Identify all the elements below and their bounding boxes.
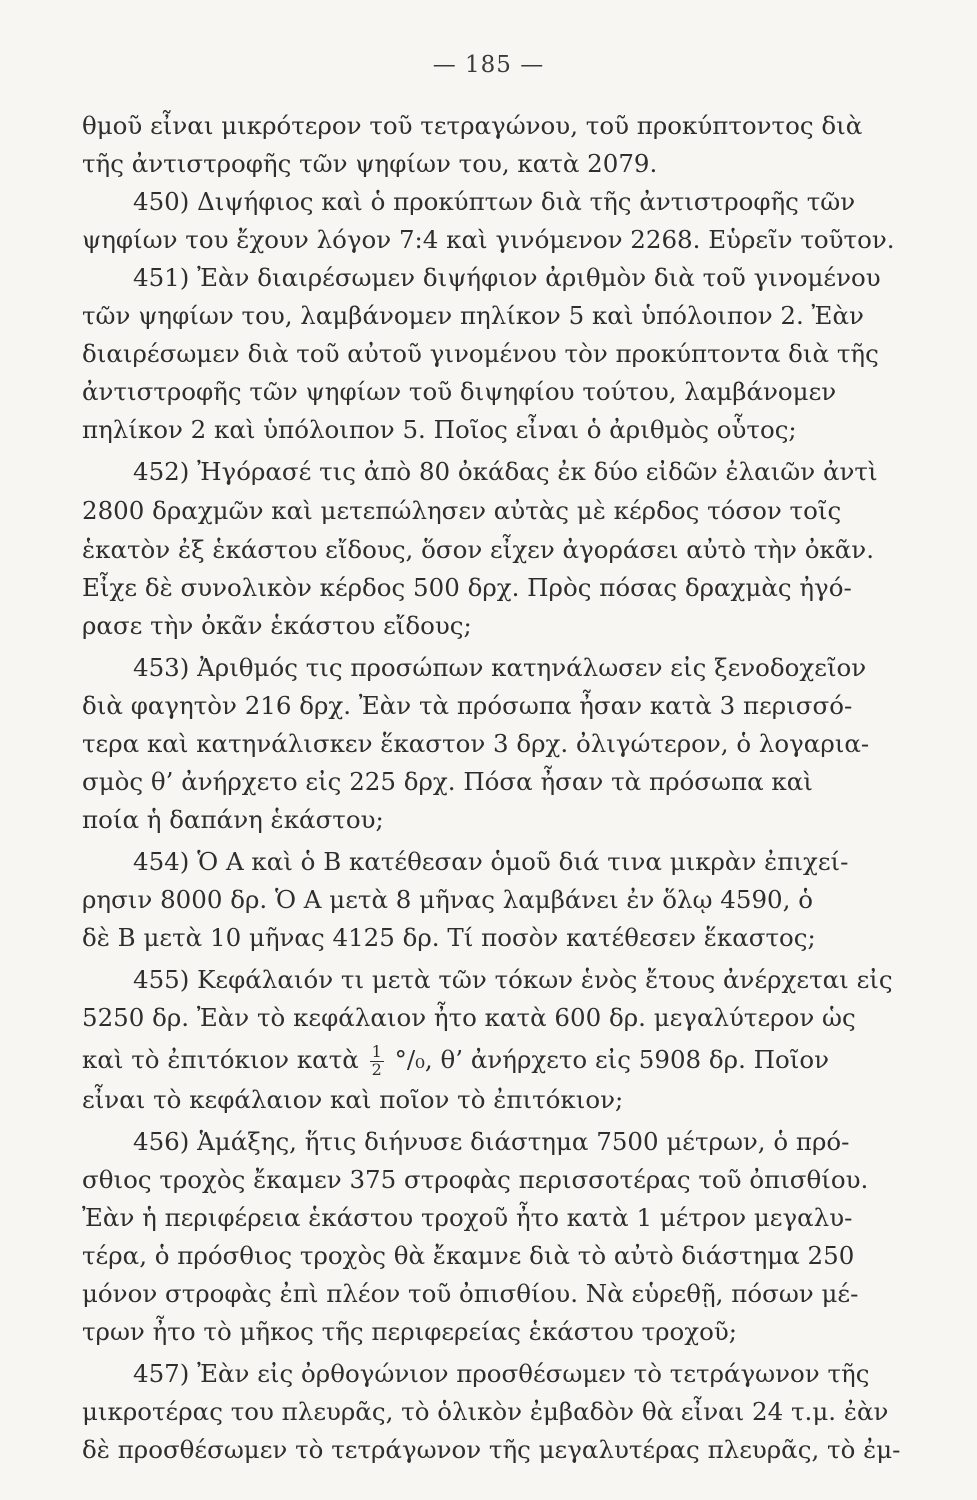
text-line: 2800 δραχμῶν καὶ μετεπώλησεν αὐτὰς μὲ κέρδος τόσον τοῖς (82, 496, 842, 525)
problem-452-line: 452) Ἠγόρασέ τις ἀπὸ 80 ὀκάδας ἐκ δύο εἰδῶν ἐλαιῶν ἀντὶ (133, 457, 878, 486)
text-line: τρων ἦτο τὸ μῆκος τῆς περιφερείας ἑκάστου τροχοῦ; (82, 1317, 737, 1346)
fraction-numerator: 1 (371, 1042, 382, 1061)
text-line: ψηφίων του ἔχουν λόγον 7:4 καὶ γινόμενον 2268. Εὑρεῖν τοῦτον. (82, 225, 895, 254)
problem-453-line: 453) Ἀριθμός τις προσώπων κατηνάλωσεν εἰς ξενοδοχεῖον (133, 653, 867, 682)
text-line: τῆς ἀντιστροφῆς τῶν ψηφίων του, κατὰ 2079. (82, 149, 658, 178)
problem-454-line: 454) Ὁ Α καὶ ὁ Β κατέθεσαν ὁμοῦ διά τινα μικρὰν ἐπιχεί- (133, 847, 849, 876)
text-line: τῶν ψηφίων του, λαμβάνομεν πηλίκον 5 καὶ ὑπόλοιπον 2. Ἐὰν (82, 301, 864, 330)
problem-451-line: 451) Ἐὰν διαιρέσωμεν διψήφιον ἀριθμὸν διὰ τοῦ γινομένου (133, 263, 881, 292)
problem-450-line: 450) Διψήφιος καὶ ὁ προκύπτων διὰ τῆς ἀντιστροφῆς τῶν (133, 187, 856, 216)
fraction-denominator: 2 (371, 1059, 382, 1079)
text-line: θμοῦ εἶναι μικρότερον τοῦ τετραγώνου, τοῦ προκύπτοντος διὰ (82, 111, 863, 140)
text-line: διὰ φαγητὸν 216 δρχ. Ἐὰν τὰ πρόσωπα ἦσαν κατὰ 3 περισσό- (82, 691, 853, 720)
page-number: — 185 — (432, 52, 545, 78)
text-line: πηλίκον 2 καὶ ὑπόλοιπον 5. Ποῖος εἶναι ὁ ἀριθμὸς οὗτος; (82, 415, 797, 444)
text-line: τερα καὶ κατηνάλισκεν ἕκαστον 3 δρχ. ὀλιγώτερον, ὁ λογαρια- (82, 729, 870, 758)
text-segment: καὶ τὸ ἐπιτόκιον κατὰ (82, 1044, 359, 1074)
problem-455-line: 455) Κεφάλαιόν τι μετὰ τῶν τόκων ἑνὸς ἔτους ἀνέρχεται εἰς (133, 965, 893, 994)
text-line: ἀντιστροφῆς τῶν ψηφίων τοῦ διψηφίου τούτου, λαμβάνομεν (82, 377, 837, 406)
text-line: δὲ προσθέσωμεν τὸ τετράγωνον τῆς μεγαλυτέρας πλευρᾶς, τὸ ἐμ- (82, 1435, 901, 1464)
problem-456-line: 456) Ἁμάξης, ἥτις διήνυσε διάστημα 7500 μέτρων, ὁ πρό- (133, 1127, 850, 1156)
text-line: μόνον στροφὰς ἐπὶ πλέον τοῦ ὀπισθίου. Νὰ εὑρεθῇ, πόσων μέ- (82, 1279, 859, 1308)
text-line: σμὸς θ’ ἀνήρχετο εἰς 225 δρχ. Πόσα ἦσαν τὰ πρόσωπα καὶ (82, 767, 813, 796)
text-line: δὲ Β μετὰ 10 μῆνας 4125 δρ. Τί ποσὸν κατέθεσεν ἕκαστος; (82, 923, 816, 952)
text-line: ρησιν 8000 δρ. Ὁ Α μετὰ 8 μῆνας λαμβάνει ἐν ὅλῳ 4590, ὁ (82, 885, 813, 914)
problem-457-line: 457) Ἐὰν εἰς ὀρθογώνιον προσθέσωμεν τὸ τετράγωνον τῆς (133, 1359, 870, 1388)
text-line: Ἐὰν ἡ περιφέρεια ἑκάστου τροχοῦ ἦτο κατὰ 1 μέτρον μεγαλυ- (82, 1203, 853, 1232)
text-line: διαιρέσωμεν διὰ τοῦ αὐτοῦ γινομένου τὸν προκύπτοντα διὰ τῆς (82, 339, 879, 368)
text-line: Εἶχε δὲ συνολικὸν κέρδος 500 δρχ. Πρὸς πόσας δραχμὰς ἠγό- (82, 573, 852, 602)
fraction-one-half (370, 1044, 384, 1079)
text-line: ποία ἡ δαπάνη ἑκάστου; (82, 805, 384, 834)
text-line: μικροτέρας του πλευρᾶς, τὸ ὁλικὸν ἐμβαδὸν θὰ εἶναι 24 τ.μ. ἐὰν (82, 1397, 889, 1426)
text-segment: °/₀, θ’ ἀνήρχετο εἰς 5908 δρ. Ποῖον (394, 1044, 830, 1074)
text-line: ἑκατὸν ἐξ ἑκάστου εἴδους, ὅσον εἶχεν ἀγοράσει αὐτὸ τὴν ὀκᾶν. (82, 535, 874, 564)
text-line: εἶναι τὸ κεφάλαιον καὶ ποῖον τὸ ἐπιτόκιον; (82, 1085, 624, 1114)
text-line-with-fraction (82, 1044, 842, 1079)
text-line: σθιος τροχὸς ἔκαμεν 375 στροφὰς περισσοτέρας τοῦ ὀπισθίου. (82, 1165, 869, 1194)
text-line: 5250 δρ. Ἐὰν τὸ κεφάλαιον ἦτο κατὰ 600 δρ. μεγαλύτερον ὡς (82, 1003, 856, 1032)
text-line: τέρα, ὁ πρόσθιος τροχὸς θὰ ἔκαμνε διὰ τὸ αὐτὸ διάστημα 250 (82, 1241, 855, 1270)
text-line: ρασε τὴν ὀκᾶν ἑκάστου εἴδους; (82, 611, 472, 640)
